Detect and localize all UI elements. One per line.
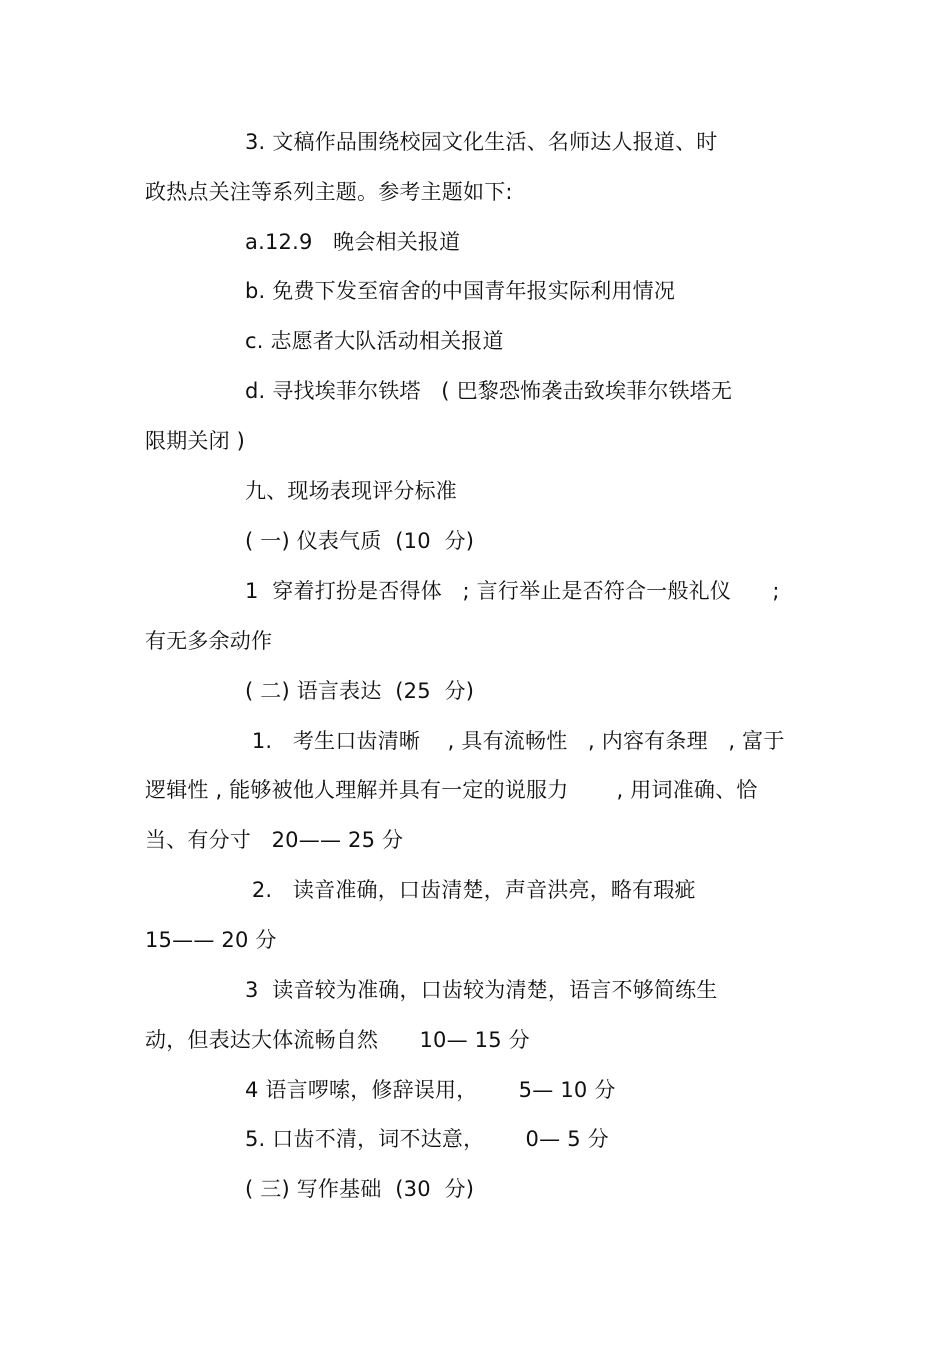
language-level-1-cont: 逻辑性 , 能够被他人理解并具有一定的说服力 , 用词准确、恰 bbox=[145, 778, 758, 802]
language-level-2-score: 15—— 20 分 bbox=[145, 928, 277, 952]
subsection-writing: ( 三) 写作基础 (30 分) bbox=[245, 1177, 475, 1201]
appearance-criteria: 1 穿着打扮是否得体 ; 言行举止是否符合一般礼仪 ; bbox=[245, 579, 780, 603]
topic-a: a.12.9 晚会相关报道 bbox=[245, 230, 461, 254]
topic-d-cont: 限期关闭 ) bbox=[145, 429, 246, 453]
language-level-4: 4 语言啰嗦，修辞误用， 5— 10 分 bbox=[245, 1078, 616, 1102]
topic-item-3: 3. 文稿作品围绕校园文化生活、名师达人报道、时 bbox=[245, 130, 718, 154]
language-level-3: 3 读音较为准确，口齿较为清楚，语言不够简练生 bbox=[245, 978, 718, 1002]
language-level-2: 2. 读音准确，口齿清楚，声音洪亮，略有瑕疵 bbox=[245, 878, 696, 902]
topic-b: b. 免费下发至宿舍的中国青年报实际利用情况 bbox=[245, 279, 676, 303]
language-level-1: 1. 考生口齿清晰 , 具有流畅性 , 内容有条理 , 富于 bbox=[245, 729, 785, 753]
section-heading-9: 九、现场表现评分标准 bbox=[245, 479, 457, 503]
topic-item-3-cont: 政热点关注等系列主题。参考主题如下: bbox=[145, 180, 513, 204]
language-level-5: 5. 口齿不清，词不达意， 0— 5 分 bbox=[245, 1127, 609, 1151]
subsection-language: ( 二) 语言表达 (25 分) bbox=[245, 679, 475, 703]
appearance-criteria-cont: 有无多余动作 bbox=[145, 629, 273, 653]
subsection-appearance: ( 一) 仪表气质 (10 分) bbox=[245, 529, 475, 553]
language-level-1-score: 当、有分寸 20—— 25 分 bbox=[145, 828, 404, 852]
topic-d: d. 寻找埃菲尔铁塔 ( 巴黎恐怖袭击致埃菲尔铁塔无 bbox=[245, 379, 733, 403]
language-level-3-cont: 动，但表达大体流畅自然 10— 15 分 bbox=[145, 1028, 530, 1052]
topic-c: c. 志愿者大队活动相关报道 bbox=[245, 329, 504, 353]
